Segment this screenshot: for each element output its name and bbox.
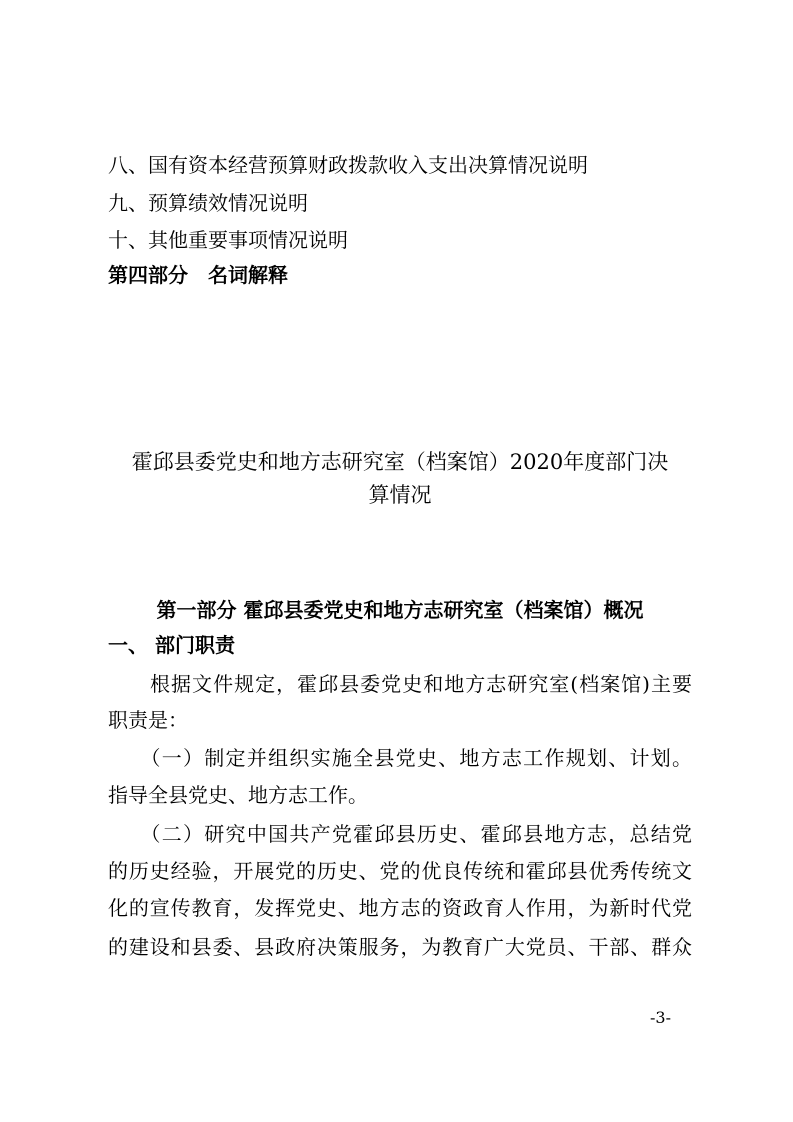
document-title-line2: 算情况 — [368, 483, 432, 507]
body-line: （一）制定并组织实施全县党史、地方志工作规划、计划。 — [108, 746, 692, 770]
body-line: （二）研究中国共产党霍邱县历史、霍邱县地方志，总结党 — [108, 822, 692, 846]
part4-heading: 第四部分 名词解释 — [108, 263, 288, 287]
section1-heading: 一、 部门职责 — [108, 633, 235, 657]
toc-item: 八、国有资本经营预算财政拨款收入支出决算情况说明 — [108, 153, 588, 177]
body-line: 的历史经验，开展党的历史、党的优良传统和霍邱县优秀传统文 — [108, 859, 692, 883]
toc-item: 九、预算绩效情况说明 — [108, 191, 308, 215]
part1-heading: 第一部分 霍邱县委党史和地方志研究室（档案馆）概况 — [156, 598, 644, 622]
body-line: 职责是： — [108, 708, 188, 732]
toc-item: 十、其他重要事项情况说明 — [108, 228, 348, 252]
body-line: 化的宣传教育，发挥党史、地方志的资政育人作用，为新时代党 — [108, 896, 692, 920]
body-line: 的建设和县委、县政府决策服务，为教育广大党员、干部、群众 — [108, 935, 692, 959]
body-line: 根据文件规定，霍邱县委党史和地方志研究室(档案馆)主要 — [108, 672, 692, 696]
document-title-line1: 霍邱县委党史和地方志研究室（档案馆）2020年度部门决 — [131, 450, 669, 474]
body-line: 指导全县党史、地方志工作。 — [108, 783, 368, 807]
page-number: -3- — [650, 1008, 671, 1027]
